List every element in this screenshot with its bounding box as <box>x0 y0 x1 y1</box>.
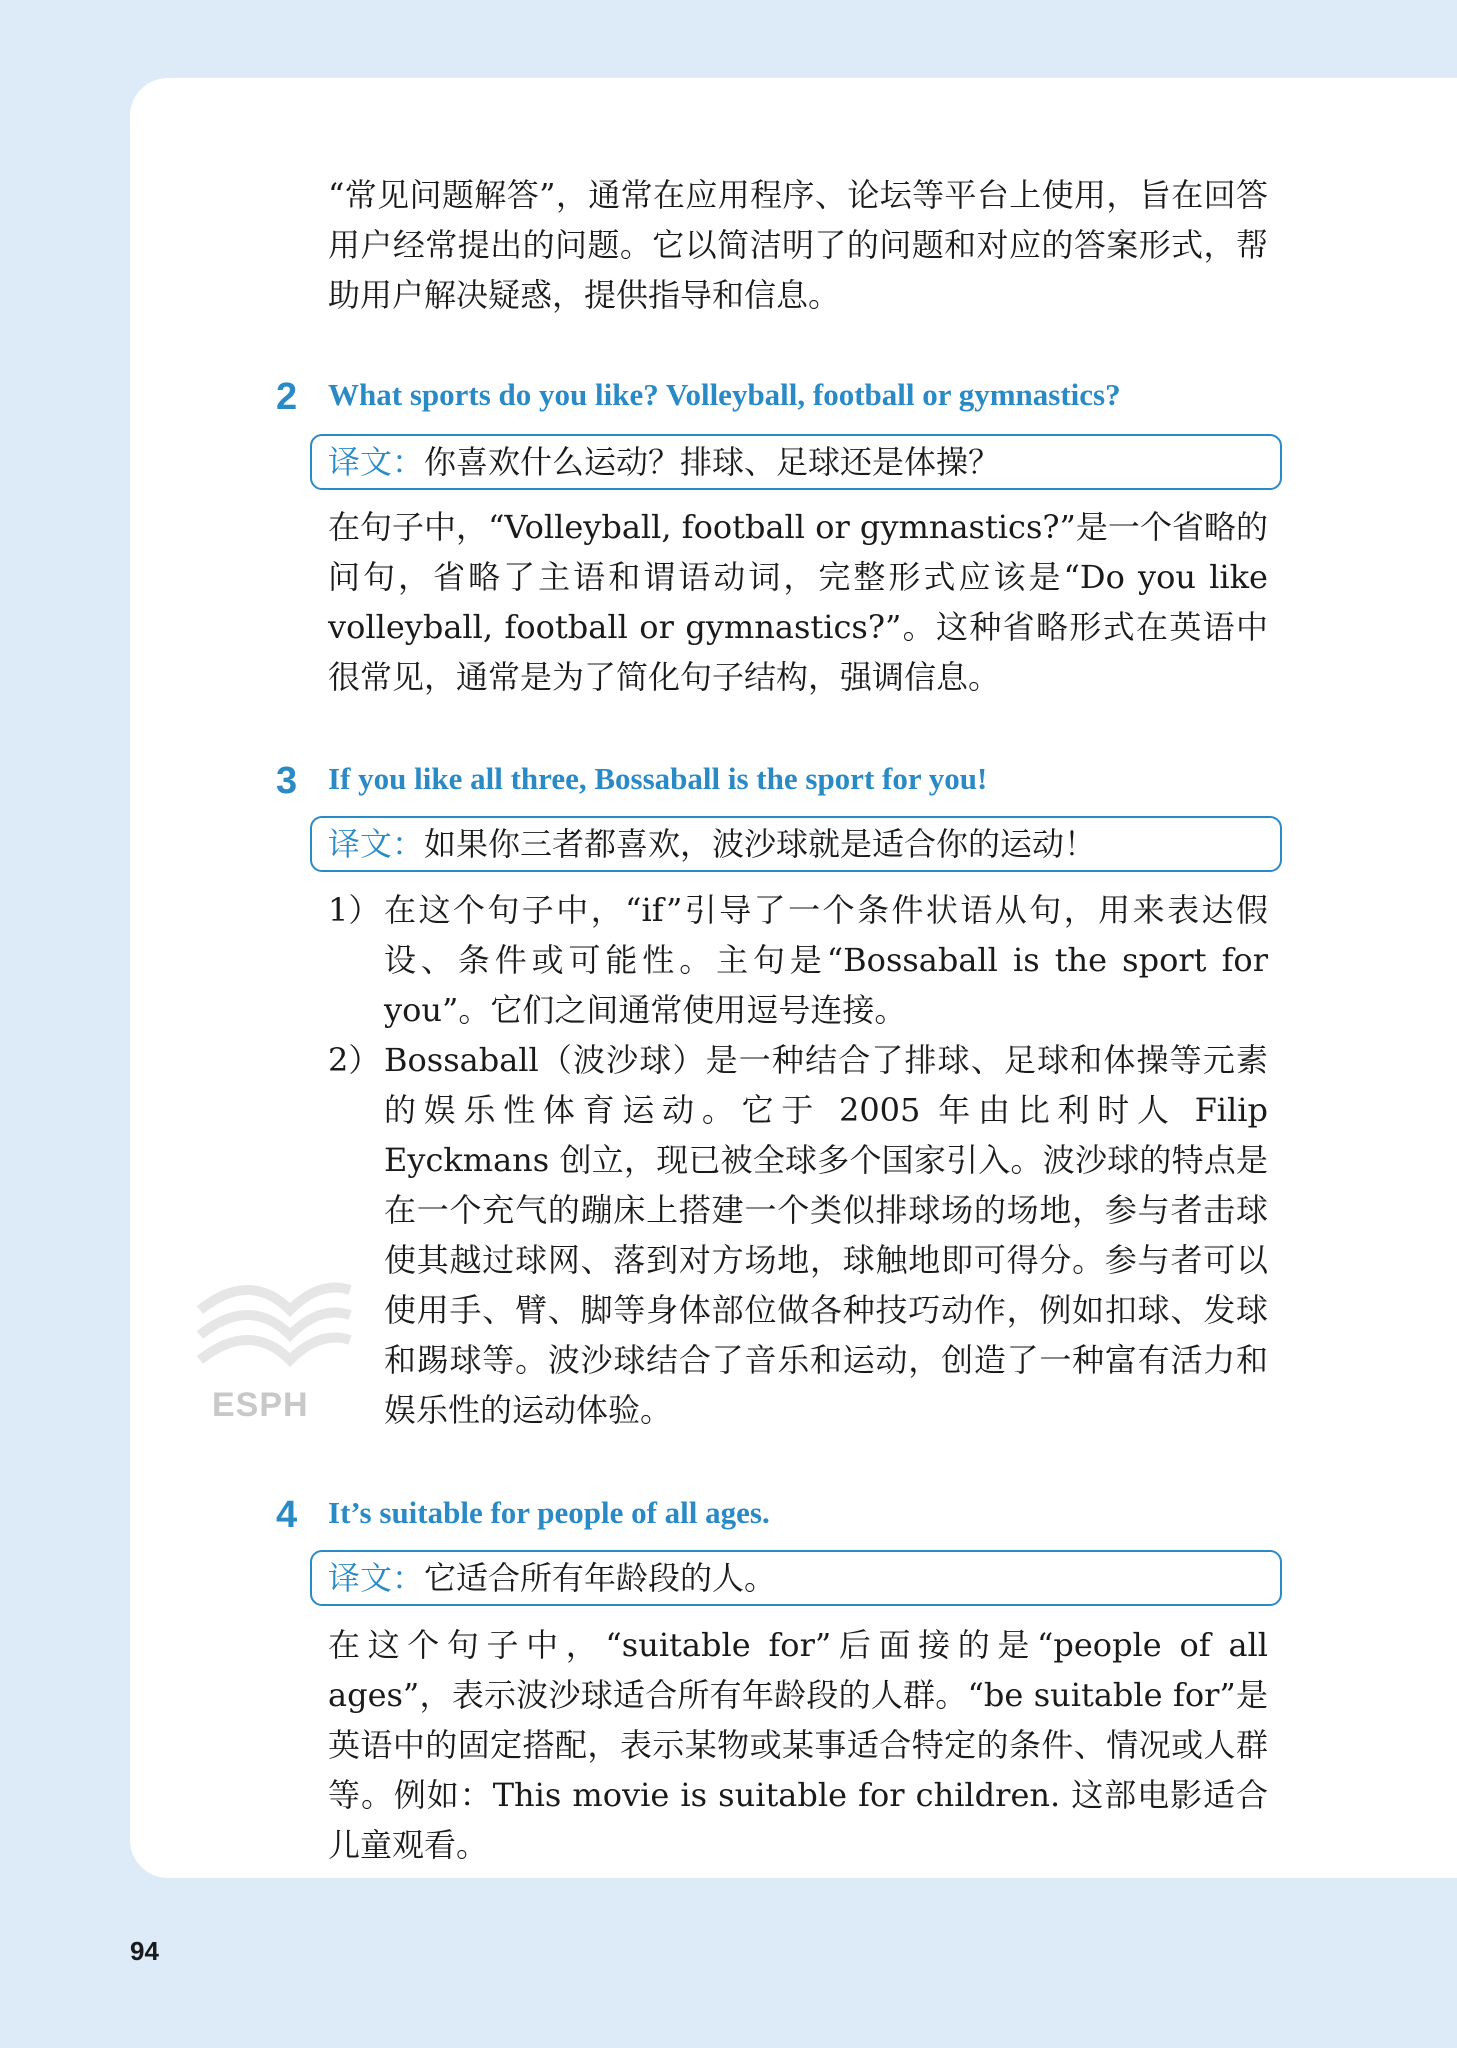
watermark-text: ESPH <box>212 1386 309 1424</box>
section-3-number: 3 <box>276 760 298 802</box>
section-4-title: It’s suitable for people of all ages. <box>328 1495 770 1530</box>
section-2-title: What sports do you like? Volleyball, football or gymnastics? <box>328 377 1121 412</box>
page-number: 94 <box>130 1936 159 1966</box>
section-2-translation-box <box>310 434 1282 490</box>
translation-label: 译文： <box>328 1559 425 1597</box>
section-4-translation-box <box>310 1550 1282 1606</box>
list-item-number: 1） <box>328 891 381 929</box>
translation-label: 译文： <box>328 825 425 863</box>
list-item-text: Bossaball（波沙球）是一种结合了排球、足球和体操等元素的娱乐性体育运动。它于 2005 年由比利时人 Filip Eyckmans 创立，现已被全球多个国家引入。波沙球的特点是在一个充气的蹦床上搭建一个类似排球场的场地，参与者击球使其越过球网、落到对方场地，球触地即可得分。参与者可以使用手、臂、脚等身体部位做各种技巧动作，例如扣球、发球和踢球等。波沙球结合了音乐和运动，创造了一种富有活力和娱乐性的运动体验。 <box>384 1041 1268 1429</box>
section-2-number: 2 <box>276 376 298 418</box>
translation-label: 译文： <box>328 443 425 481</box>
section-3-translation: 如果你三者都喜欢，波沙球就是适合你的运动！ <box>424 825 1097 863</box>
section-2-translation: 你喜欢什么运动？排球、足球还是体操？ <box>424 443 1001 481</box>
section-3-translation-box <box>310 816 1282 872</box>
section-3-list-item-2 <box>328 1035 1268 1435</box>
section-4-body: 在这个句子中，“suitable for”后面接的是“people of all ages”，表示波沙球适合所有年龄段的人群。“be suitable for”是英语中的固定搭配，表示某物或某事适合特定的条件、情况或人群等。例如：This movie is suitable for children. 这部电影适合儿童观看。 <box>328 1626 1268 1864</box>
list-item-text: 在这个句子中，“if”引导了一个条件状语从句，用来表达假设、条件或可能性。主句是“Bossaball is the sport for you”。它们之间通常使用逗号连接。 <box>384 891 1268 1029</box>
list-item-number: 2） <box>328 1041 381 1079</box>
section-3-title: If you like all three, Bossaball is the sport for you! <box>328 761 988 796</box>
intro-paragraph: “常见问题解答”，通常在应用程序、论坛等平台上使用，旨在回答用户经常提出的问题。它以简洁明了的问题和对应的答案形式，帮助用户解决疑惑，提供指导和信息。 <box>328 176 1268 314</box>
section-2-body: 在句子中，“Volleyball, football or gymnastics?”是一个省略的问句，省略了主语和谓语动词，完整形式应该是“Do you like volleyball, football or gymnastics?”。这种省略形式在英语中很常见，通常是为了简化句子结构，强调信息。 <box>328 508 1268 696</box>
section-4-translation: 它适合所有年龄段的人。 <box>424 1559 777 1597</box>
section-4-number: 4 <box>276 1494 298 1536</box>
section-3-list-item-1 <box>328 885 1268 1035</box>
